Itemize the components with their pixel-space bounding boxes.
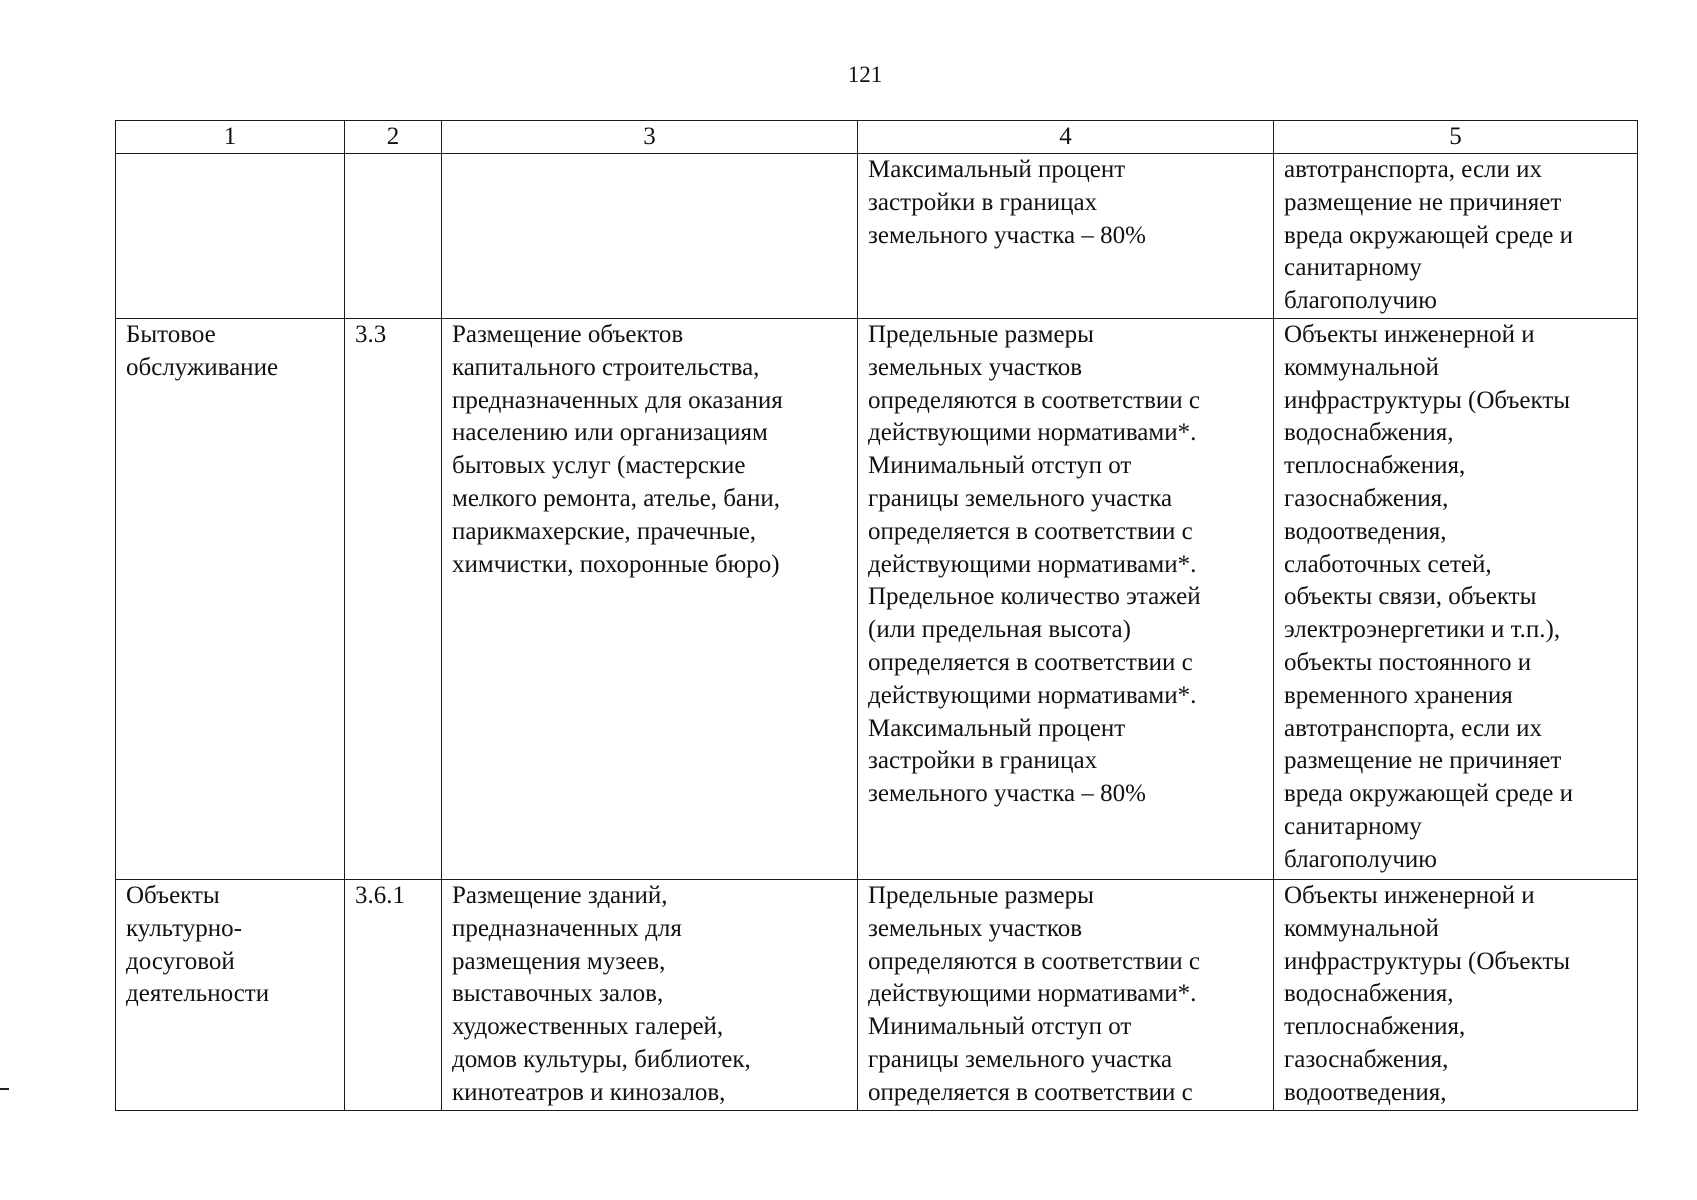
parameters-cell: Предельные размеры земельных участков определяются в соответствии с действующими нормативами*. Минимальный отступ от границы земельного участка определяется в соответствии с <box>858 879 1274 1110</box>
column-header-2: 2 <box>345 121 442 154</box>
auxiliary-uses-cell: автотранспорта, если их размещение не причиняет вреда окружающей среде и санитарному благополучию <box>1274 154 1638 319</box>
zoning-table <box>115 120 1638 1111</box>
table-header-row <box>116 121 1638 154</box>
use-code-cell <box>345 154 442 319</box>
use-description-cell: Размещение зданий, предназначенных для размещения музеев, выставочных залов, художественных галерей, домов культуры, библиотек, кинотеатров и кинозалов, <box>442 879 858 1110</box>
use-description-cell <box>442 154 858 319</box>
use-name-cell <box>116 154 345 319</box>
auxiliary-uses-cell: Объекты инженерной и коммунальной инфраструктуры (Объекты водоснабжения, теплоснабжения, газоснабжения, водоотведения, слаботочных сетей, объекты связи, объекты электроэнергетики и т.п.), объекты постоянного и временного хранения автотранспорта, если их размещение не причиняет вреда окружающей среде и санитарному благополучию <box>1274 318 1638 879</box>
margin-mark <box>0 1088 9 1090</box>
use-code-cell: 3.6.1 <box>345 879 442 1110</box>
table-row-household-services <box>116 318 1638 879</box>
use-name-cell: Бытовое обслуживание <box>116 318 345 879</box>
use-description-cell: Размещение объектов капитального строительства, предназначенных для оказания населению или организациям бытовых услуг (мастерские мелкого ремонта, ателье, бани, парикмахерские, прачечные, химчистки, похоронные бюро) <box>442 318 858 879</box>
parameters-cell: Предельные размеры земельных участков определяются в соответствии с действующими нормативами*. Минимальный отступ от границы земельного участка определяется в соответствии с действующими нормативами*. Предельное количество этажей (или предельная высота) определяется в соответствии с действующими нормативами*. Максимальный процент застройки в границах земельного участка – 80% <box>858 318 1274 879</box>
column-header-5: 5 <box>1274 121 1638 154</box>
column-header-1: 1 <box>116 121 345 154</box>
table-row-continuation <box>116 154 1638 319</box>
table-row-cultural-leisure <box>116 879 1638 1110</box>
column-header-4: 4 <box>858 121 1274 154</box>
use-name-cell: Объекты культурно- досуговой деятельности <box>116 879 345 1110</box>
page-number: 121 <box>847 62 883 87</box>
use-code-cell: 3.3 <box>345 318 442 879</box>
column-header-3: 3 <box>442 121 858 154</box>
parameters-cell: Максимальный процент застройки в границах земельного участка – 80% <box>858 154 1274 319</box>
auxiliary-uses-cell: Объекты инженерной и коммунальной инфраструктуры (Объекты водоснабжения, теплоснабжения, газоснабжения, водоотведения, <box>1274 879 1638 1110</box>
